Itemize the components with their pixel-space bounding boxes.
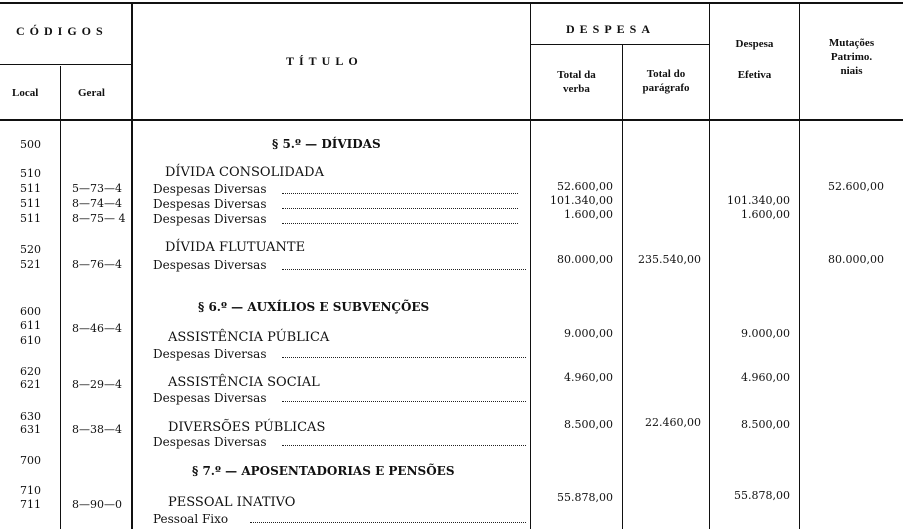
header-mutacoes-2: Patrimo. [830,51,873,63]
header-local: Local [12,87,39,99]
verba-value: 55.878,00 [557,491,613,504]
local-code: 521 [20,258,41,271]
dot-leader [282,269,526,270]
verba-value: 4.960,00 [564,371,613,384]
line-description: Despesas Diversas [153,212,267,226]
col-divider-geral-titulo [131,4,133,529]
efetiva-value: 1.600,00 [741,208,790,221]
geral-code: 8—74—4 [72,197,122,210]
dot-leader [282,193,518,194]
section-heading: § 6.º — AUXÍLIOS E SUBVENÇÕES [198,300,430,314]
header-total-verba-1: Total da [557,69,596,81]
group-title: DÍVIDA CONSOLIDADA [165,165,324,180]
group-title: DIVERSÕES PÚBLICAS [168,420,326,435]
local-code: 520 [20,243,41,256]
header-total-verba-2: verba [563,83,590,95]
geral-code: 8—46—4 [72,322,122,335]
line-description: Despesas Diversas [153,182,267,196]
group-title: ASSISTÊNCIA SOCIAL [168,375,320,390]
local-code: 511 [20,212,41,225]
local-code: 510 [20,167,41,180]
local-code: 511 [20,197,41,210]
col-divider-paragrafo-efetiva [709,4,710,529]
section-heading: § 5.º — DÍVIDAS [272,137,381,151]
geral-code: 8—76—4 [72,258,122,271]
efetiva-value: 8.500,00 [741,418,790,431]
local-code: 621 [20,378,41,391]
local-code: 710 [20,484,41,497]
geral-code: 8—38—4 [72,423,122,436]
header-geral: Geral [78,87,105,99]
paragrafo-value: 235.540,00 [638,253,701,266]
verba-value: 52.600,00 [557,180,613,193]
dot-leader [250,522,526,523]
dot-leader [282,357,526,358]
mutacoes-value: 80.000,00 [828,253,884,266]
group-title: DÍVIDA FLUTUANTE [165,240,306,255]
efetiva-value: 9.000,00 [741,327,790,340]
local-code: 711 [20,498,41,511]
efetiva-value: 55.878,00 [734,489,790,502]
line-description: Despesas Diversas [153,197,267,211]
verba-value: 8.500,00 [564,418,613,431]
header-titulo: TÍTULO [286,54,363,68]
verba-value: 80.000,00 [557,253,613,266]
header-mutacoes-3: niais [840,65,863,77]
group-title: ASSISTÊNCIA PÚBLICA [168,330,330,345]
local-code: 511 [20,182,41,195]
header-total-paragrafo-1: Total do [646,68,686,80]
dot-leader [282,208,518,209]
local-code: 600 [20,305,41,318]
header-despesa: DESPESA [566,22,656,36]
efetiva-value: 101.340,00 [727,194,790,207]
header-despesa-efetiva-2: Efetiva [737,69,772,81]
dot-leader [282,445,526,446]
despesa-underline [531,44,709,45]
local-code: 631 [20,423,41,436]
top-rule [0,2,903,4]
dot-leader [282,223,518,224]
line-description: Despesas Diversas [153,347,267,361]
dot-leader [282,401,526,402]
codigos-underline [0,64,132,65]
header-despesa-efetiva-1: Despesa [735,38,774,50]
local-code: 500 [20,138,41,151]
local-code: 630 [20,410,41,423]
geral-code: 8—90—0 [72,498,122,511]
header-total-paragrafo-2: parágrafo [642,82,690,94]
header-bottom-rule [0,119,903,121]
geral-code: 8—29—4 [72,378,122,391]
geral-code: 8—75— 4 [72,212,126,225]
header-codigos: CÓDIGOS [16,24,108,38]
local-code: 700 [20,454,41,467]
verba-value: 101.340,00 [550,194,613,207]
line-description: Despesas Diversas [153,435,267,449]
line-description: Despesas Diversas [153,258,267,272]
local-code: 610 [20,334,41,347]
verba-value: 1.600,00 [564,208,613,221]
local-code: 611 [20,319,41,332]
col-divider-local-geral [60,66,61,529]
col-divider-verba-paragrafo [622,45,623,529]
efetiva-value: 4.960,00 [741,371,790,384]
header-mutacoes-1: Mutações [828,37,875,49]
group-title: PESSOAL INATIVO [168,495,296,510]
local-code: 620 [20,365,41,378]
geral-code: 5—73—4 [72,182,122,195]
verba-value: 9.000,00 [564,327,613,340]
mutacoes-value: 52.600,00 [828,180,884,193]
paragrafo-value: 22.460,00 [645,416,701,429]
section-heading: § 7.º — APOSENTADORIAS E PENSÕES [192,464,455,478]
line-description: Pessoal Fixo [153,512,229,526]
line-description: Despesas Diversas [153,391,267,405]
